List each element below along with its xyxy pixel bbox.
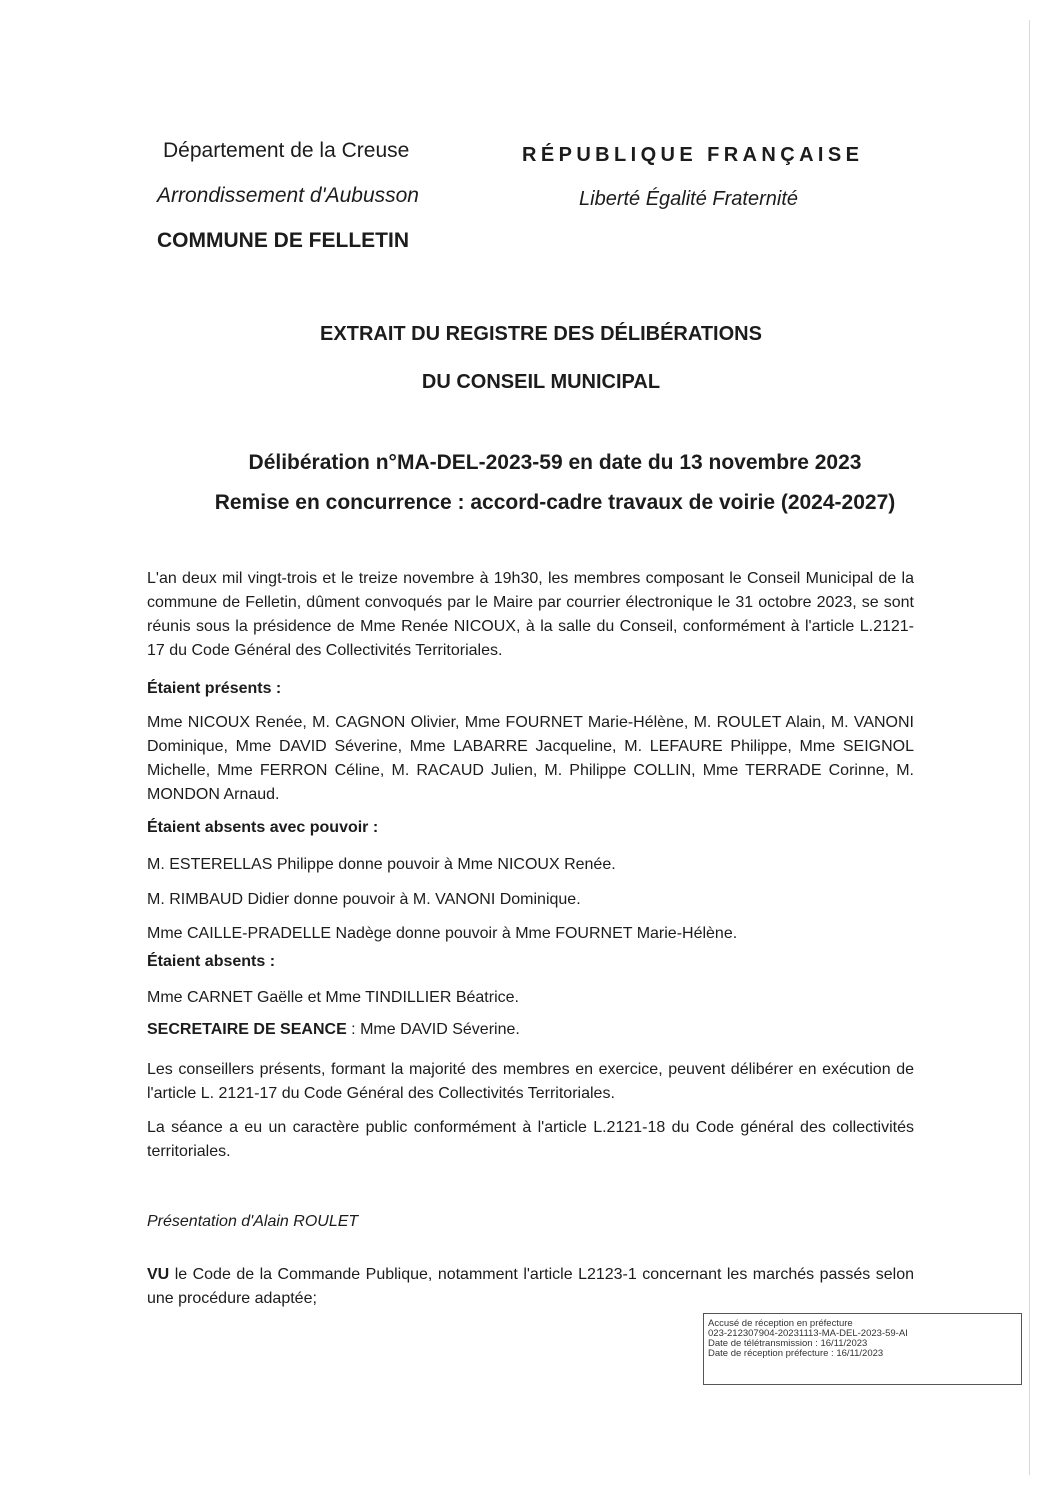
secretary-label: SECRETAIRE DE SEANCE (147, 1021, 347, 1038)
public-session-paragraph: La séance a eu un caractère public conformément à l'article L.2121-18 du Code général des collectivités territoriales. (147, 1119, 914, 1160)
proxy-heading: Étaient absents avec pouvoir : (147, 819, 379, 836)
stamp-line: Accusé de réception en préfecture (708, 1318, 853, 1329)
deliberation-subject: Remise en concurrence : accord-cadre travaux de voirie (2024-2027) (214, 491, 896, 514)
stamp-line: Date de télétransmission : 16/11/2023 (708, 1338, 868, 1349)
quorum-paragraph: Les conseillers présents, formant la majorité des membres en exercice, peuvent délibérer en exécution de l'article L. 2121-17 du Code Général des Collectivités Territoriales. (147, 1061, 914, 1102)
department-name: Département de la Creuse (163, 139, 410, 162)
presentation-note: Présentation d'Alain ROULET (147, 1213, 359, 1230)
present-list: Mme NICOUX Renée, M. CAGNON Olivier, Mme FOURNET Marie-Hélène, M. ROULET Alain, M. VANONI Dominique, Mme DAVID Séverine, Mme LABARRE Jacqueline, M. LEFAURE Philippe, Mme SEIGNOL Michelle, Mme FERRON Céline, M. RACAUD Julien, M. Philippe COLLIN, Mme TERRADE Corinne, M. MONDON Arnaud. (147, 714, 914, 803)
proxy-item: Mme CAILLE-PRADELLE Nadège donne pouvoir à Mme FOURNET Marie-Hélène. (147, 925, 738, 942)
proxy-item: M. RIMBAUD Didier donne pouvoir à M. VANONI Dominique. (147, 891, 581, 908)
intro-paragraph: L'an deux mil vingt-trois et le treize novembre à 19h30, les membres composant le Conseil Municipal de la commune de Felletin, dûment convoqués par le Maire par courrier électronique le 31 octobre 2023, se sont réunis sous la présidence de Mme Renée NICOUX, à la salle du Conseil, conformément à l'article L.2121-17 du Code Général des Collectivités Territoriales. (147, 570, 914, 659)
document-title-line1: EXTRAIT DU REGISTRE DES DÉLIBÉRATIONS (320, 323, 762, 345)
stamp-line: Date de réception préfecture : 16/11/2023 (708, 1348, 884, 1359)
present-heading: Étaient présents : (147, 680, 282, 697)
stamp-line: 023-212307904-20231113-MA-DEL-2023-59-AI (708, 1328, 908, 1339)
absent-heading: Étaient absents : (147, 953, 276, 970)
proxy-item: M. ESTERELLAS Philippe donne pouvoir à Mme NICOUX Renée. (147, 856, 616, 873)
republic-heading: RÉPUBLIQUE FRANÇAISE (522, 144, 864, 166)
absent-list: Mme CARNET Gaëlle et Mme TINDILLIER Béatrice. (147, 989, 519, 1006)
deliberation-number: Délibération n°MA-DEL-2023-59 en date du 13 novembre 2023 (248, 451, 862, 474)
legal-basis-paragraph (147, 1263, 914, 1311)
commune-name: COMMUNE DE FELLETIN (157, 229, 409, 252)
document-title-line2: DU CONSEIL MUNICIPAL (421, 371, 661, 393)
vu-label: VU (147, 1266, 170, 1283)
prefecture-receipt-stamp (703, 1313, 1022, 1385)
secretary-value: : Mme DAVID Séverine. (346, 1021, 520, 1038)
vu-text: le Code de la Commande Publique, notamment l'article L2123-1 concernant les marchés passés selon une procédure adaptée; (147, 1266, 914, 1307)
national-motto: Liberté Égalité Fraternité (579, 188, 799, 210)
session-secretary (147, 1018, 520, 1042)
arrondissement-name: Arrondissement d'Aubusson (157, 184, 419, 207)
page-edge (1029, 20, 1030, 1475)
